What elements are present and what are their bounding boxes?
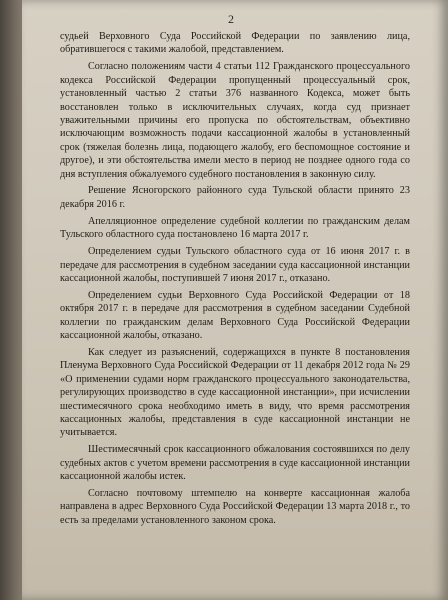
paragraph: Апелляционное определение судебной коллегии по гражданским делам Тульского областного суда постановлено 16 марта 2017 г.	[60, 215, 410, 241]
paragraph: Определением судьи Тульского областного суда от 16 июня 2017 г. в передаче для рассмотрения в судебном заседании суда кассационной инстанции кассационной жалобы, поступившей 7 июня 2017 г., отказано.	[60, 246, 410, 284]
page-number: 2	[228, 12, 234, 26]
paragraph: Согласно почтовому штемпелю на конверте кассационная жалоба направлена в адрес Верховного Суда Российской Федерации 13 марта 2018 г., то есть за пределами установленного законом срока.	[60, 488, 410, 526]
paragraph: Определением судьи Верховного Суда Российской Федерации от 18 октября 2017 г. в передаче для рассмотрения в судебном заседании Судебной коллегии по гражданским делам Верховного Суда Российской Федерации кассационной жалобы, отказано.	[60, 289, 410, 342]
paragraph: Решение Ясногорского районного суда Тульской области принято 23 декабря 2016 г.	[60, 185, 410, 210]
paragraph: судьей Верховного Суда Российской Федерации по заявлению лица, обратившегося с такими жалобой, представлением.	[60, 31, 410, 56]
paragraph: Шестимесячный срок кассационного обжалования состоявшихся по делу судебных актов с учетом времени рассмотрения в суде кассационной инстанции кассационной жалобы истек.	[60, 444, 410, 483]
paragraph: Как следует из разъяснений, содержащихся в пункте 8 постановления Пленума Верховного Суда Российской Федерации от 11 декабря 2012 года № 29 «О применении судами норм гражданского процессуального законодательства, регулирующих производство в суде кассационной инстанции», при исчислении шестимесячного срока необходимо иметь в виду, что время рассмотрения кассационных жалобы, представления в суде кассационной инстанции не учитывается.	[60, 346, 410, 439]
paragraph: Согласно положениям части 4 статьи 112 Гражданского процессуального кодекса Российской Федерации пропущенный процессуальный срок, установленный частью 2 статьи 376 названного Кодекса, может быть восстановлен только в исключительных случаях, когда суд признает уважительными причины его пропуска по обстоятельствам, объективно исключающим возможность подачи кассационной жалобы в установленный срок (тяжелая болезнь лица, подающего жалобу, его беспомощное состояние и другое), и эти обстоятельства имели место в период не позднее одного года со дня вступления обжалуемого судебного постановления в законную силу.	[60, 61, 410, 180]
document-body	[60, 30, 410, 531]
